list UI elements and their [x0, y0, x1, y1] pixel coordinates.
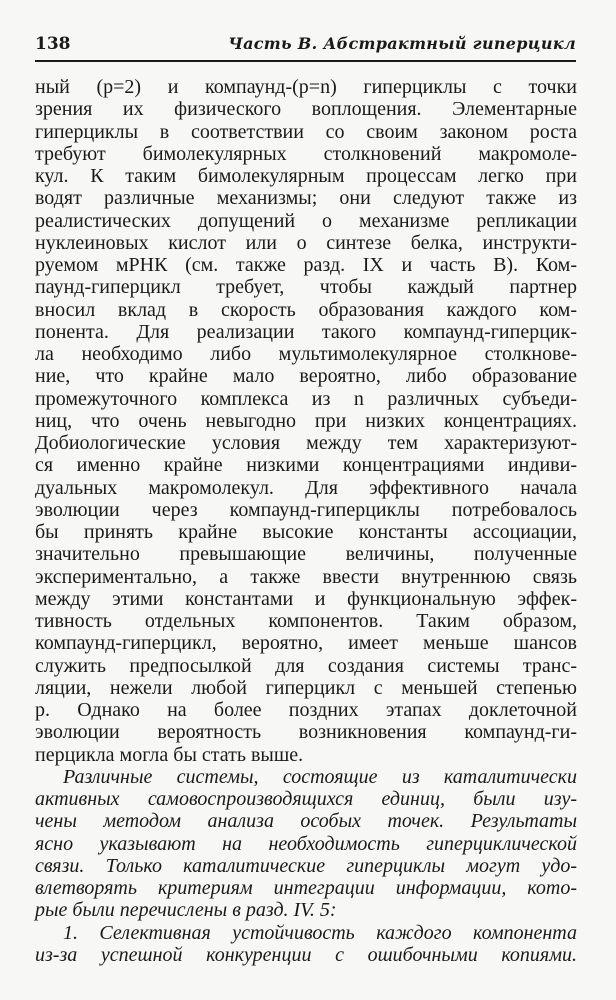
text-line: рые были перечислены в разд. IV. 5: [35, 899, 337, 922]
text-line: тивность отдельных компонентов. Таким образом, [35, 610, 577, 632]
paragraph-summary-italic [35, 766, 577, 922]
text-line: между этими константами и функциональную эффек- [35, 587, 577, 610]
text-line: 1. Селективная устойчивость каждого компонента [63, 921, 577, 944]
text-line: влетворять критериям интеграции информации, кото- [35, 877, 577, 899]
text-line: бы принять крайне высокие константы ассоциации, [35, 521, 577, 543]
text-line: кул. К таким бимолекулярным процессам легко при [35, 165, 577, 187]
text-line: промежуточного комплекса из n различных субъеди- [35, 387, 577, 410]
text-line: компаунд-гиперцикл, вероятно, имеет меньше шансов [35, 632, 577, 655]
text-line: эволюции через компаунд-гиперциклы потребовалось [35, 498, 577, 521]
text-line: гиперциклы в соответствии со своим законом роста [35, 120, 577, 143]
text-line: ный (p=2) и компаунд-(p=n) гиперциклы с точки [35, 76, 577, 98]
text-line: водят различные механизмы; они следуют также из [35, 187, 577, 210]
text-line: активных самовоспроизводящихся единиц, были изу- [35, 788, 577, 810]
paragraph-hypercycle-comparison [35, 76, 577, 766]
page-number: 138 [35, 34, 71, 54]
text-line: ся именно крайне низкими концентрациями индиви- [35, 454, 577, 477]
text-line: связи. Только каталитические гиперциклы могут удо- [35, 854, 577, 877]
text-line: вносил вклад в скорость образования каждого ком- [35, 298, 577, 321]
text-line: Различные системы, состоящие из каталитически [63, 765, 577, 788]
text-line: перцикла могла бы стать выше. [35, 743, 304, 766]
text-line: понента. Для реализации такого компаунд-гиперцик- [35, 320, 577, 343]
text-line: из-за успешной конкуренции с ошибочными копиями. [35, 943, 577, 966]
text-line: ниц, что очень невыгодно при низких концентрациях. [35, 409, 577, 432]
text-line: руемом мРНК (см. также разд. IX и часть В). Ком- [35, 254, 577, 276]
text-line: ла необходимо либо мультимолекулярное столкнове- [35, 343, 577, 365]
body-text [35, 76, 577, 966]
text-line: экспериментально, а также ввести внутреннюю связь [35, 565, 577, 588]
text-line: требуют бимолекулярных столкновений макромоле- [35, 142, 577, 165]
text-line: дуальных макромолекул. Для эффективного начала [35, 476, 577, 499]
text-line: значительно превышающие величины, полученные [35, 543, 577, 566]
paragraph-list-item-1 [35, 922, 577, 967]
text-line: p. Однако на более поздних этапах доклеточной [35, 699, 577, 721]
text-line: ние, что крайне мало вероятно, либо образование [35, 365, 577, 388]
text-line: служить предпосылкой для создания системы транс- [35, 654, 577, 677]
running-title: Часть В. Абстрактный гиперцикл [228, 34, 576, 53]
text-line: Добиологические условия между тем характеризуют- [35, 432, 577, 454]
text-line: нуклеиновых кислот или о синтезе белка, инструкти- [35, 231, 577, 254]
text-line: реалистических допущений о механизме репликации [35, 209, 577, 232]
running-head [35, 34, 576, 62]
text-line: зрения их физического воплощения. Элементарные [35, 98, 577, 121]
text-line: чены методом анализа особых точек. Результаты [35, 810, 577, 833]
text-line: эволюции вероятность возникновения компаунд-ги- [35, 721, 577, 744]
text-line: ляции, нежели любой гиперцикл с меньшей степенью [35, 676, 577, 699]
text-line: ясно указывают на необходимость гиперциклической [35, 832, 577, 855]
text-line: паунд-гиперцикл требует, чтобы каждый партнер [35, 276, 577, 299]
